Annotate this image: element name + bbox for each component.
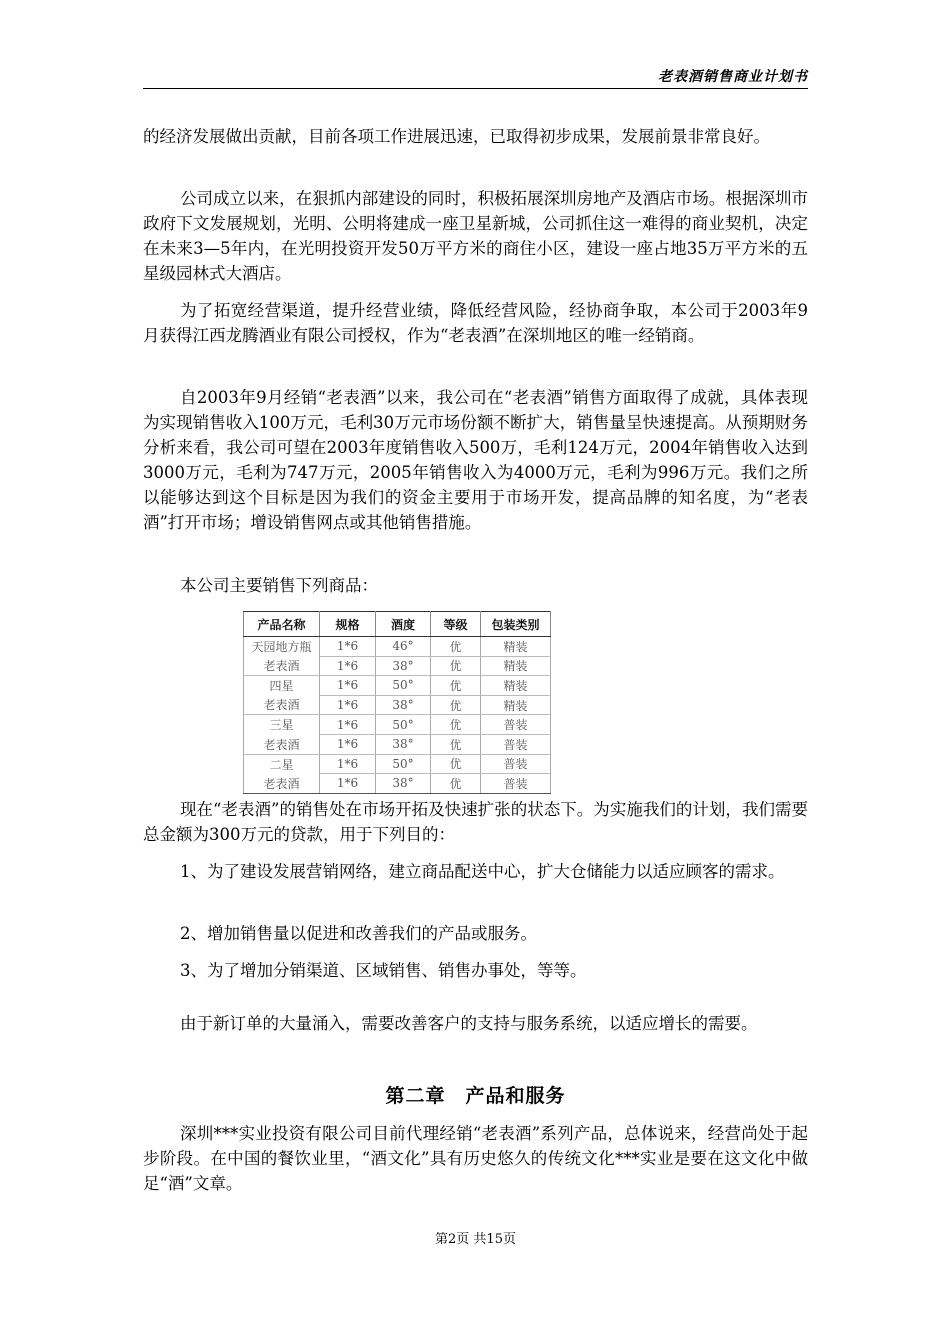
cell-alcohol: 38° [376, 774, 431, 794]
cell-spec: 1*6 [320, 637, 376, 657]
cell-spec: 1*6 [320, 734, 376, 754]
cell-product-name: 老表酒 [244, 734, 320, 754]
cell-alcohol: 50° [376, 754, 431, 774]
cell-packaging: 精装 [481, 637, 551, 657]
header-packaging: 包装类别 [481, 612, 551, 637]
cell-grade: 优 [431, 774, 481, 794]
cell-spec: 1*6 [320, 656, 376, 676]
paragraph-products-intro: 本公司主要销售下列商品： [180, 576, 378, 595]
paragraph-distributor: 为了拓宽经营渠道，提升经营业绩，降低经营风险，经协商争取，本公司于2003年9月获得江西龙腾酒业有限公司授权，作为“老表酒”在深圳地区的唯一经销商。 [143, 301, 808, 345]
table-row [244, 637, 551, 657]
cell-packaging: 精装 [481, 676, 551, 696]
products-table [243, 611, 551, 794]
cell-product-name: 二星 [244, 754, 320, 774]
cell-product-name: 天园地方瓶 [244, 637, 320, 657]
cell-packaging: 普装 [481, 754, 551, 774]
header-alcohol: 酒度 [376, 612, 431, 637]
table-row [244, 715, 551, 735]
paragraph-sales-results: 自2003年9月经销“老表酒”以来，我公司在“老表酒”销售方面取得了成就，具体表现为实现销售收入100万元，毛利30万元市场份额不断扩大，销售量呈快速提高。从预期财务分析来看，我公司可望在2003年度销售收入500万，毛利124万元，2004年销售收入达到3000万元，毛利为747万元，2005年销售收入为4000万元，毛利为996万元。我们之所以能够达到这个目标是因为我们的资金主要用于市场开发，提高品牌的知名度，为“老表酒”打开市场；增设销售网点或其他销售措施。 [143, 388, 808, 532]
table-row [244, 754, 551, 774]
cell-alcohol: 38° [376, 734, 431, 754]
cell-grade: 优 [431, 656, 481, 676]
list-item-purpose-3: 3、为了增加分销渠道、区域销售、销售办事处，等等。 [180, 961, 587, 980]
header-spec: 规格 [320, 612, 376, 637]
paragraph-continuation: 的经济发展做出贡献，目前各项工作进展迅速，已取得初步成果，发展前景非常良好。 [143, 127, 770, 146]
header-grade: 等级 [431, 612, 481, 637]
cell-grade: 优 [431, 676, 481, 696]
cell-product-name: 老表酒 [244, 774, 320, 794]
header-rule [143, 88, 808, 89]
cell-product-name: 三星 [244, 715, 320, 735]
paragraph-products-overview: 深圳***实业投资有限公司目前代理经销“老表酒”系列产品，总体说来，经营尚处于起步阶段。在中国的餐饮业里，“酒文化”具有历史悠久的传统文化***实业是要在这文化中做足“酒”文章。 [143, 1124, 808, 1193]
cell-alcohol: 50° [376, 676, 431, 696]
cell-packaging: 普装 [481, 734, 551, 754]
cell-spec: 1*6 [320, 676, 376, 696]
paragraph-customer-support: 由于新订单的大量涌入，需要改善客户的支持与服务系统，以适应增长的需要。 [180, 1014, 758, 1033]
cell-grade: 优 [431, 695, 481, 715]
cell-product-name: 老表酒 [244, 695, 320, 715]
list-item-purpose-2: 2、增加销售量以促进和改善我们的产品或服务。 [180, 924, 537, 943]
list-item-purpose-1: 1、为了建设发展营销网络，建立商品配送中心，扩大仓储能力以适应顾客的需求。 [180, 862, 785, 881]
cell-spec: 1*6 [320, 695, 376, 715]
cell-alcohol: 38° [376, 656, 431, 676]
table-row [244, 734, 551, 754]
cell-product-name: 老表酒 [244, 656, 320, 676]
table-row [244, 774, 551, 794]
cell-alcohol: 46° [376, 637, 431, 657]
table-row [244, 695, 551, 715]
chapter-title: 第二章 产品和服务 [385, 1085, 566, 1107]
page-footer: 第2页 共15页 [435, 1232, 516, 1247]
cell-grade: 优 [431, 715, 481, 735]
cell-spec: 1*6 [320, 774, 376, 794]
table-row [244, 676, 551, 696]
running-header: 老表酒销售商业计划书 [658, 69, 808, 85]
cell-grade: 优 [431, 734, 481, 754]
cell-packaging: 普装 [481, 715, 551, 735]
cell-product-name: 四星 [244, 676, 320, 696]
cell-alcohol: 38° [376, 695, 431, 715]
cell-grade: 优 [431, 754, 481, 774]
cell-grade: 优 [431, 637, 481, 657]
cell-spec: 1*6 [320, 754, 376, 774]
cell-packaging: 精装 [481, 695, 551, 715]
header-product-name: 产品名称 [244, 612, 320, 637]
cell-spec: 1*6 [320, 715, 376, 735]
cell-packaging: 精装 [481, 656, 551, 676]
table-header-row [244, 612, 551, 637]
cell-packaging: 普装 [481, 774, 551, 794]
cell-alcohol: 50° [376, 715, 431, 735]
paragraph-company-expansion: 公司成立以来，在狠抓内部建设的同时，积极拓展深圳房地产及酒店市场。根据深圳市政府下文发展规划，光明、公明将建成一座卫星新城，公司抓住这一难得的商业契机，决定在未来3—5年内，在光明投资开发50万平方米的商住小区，建设一座占地35万平方米的五星级园林式大酒店。 [143, 189, 808, 283]
table-row [244, 656, 551, 676]
paragraph-loan-request: 现在“老表酒”的销售处在市场开拓及快速扩张的状态下。为实施我们的计划，我们需要总金额为300万元的贷款，用于下列目的： [143, 800, 808, 844]
